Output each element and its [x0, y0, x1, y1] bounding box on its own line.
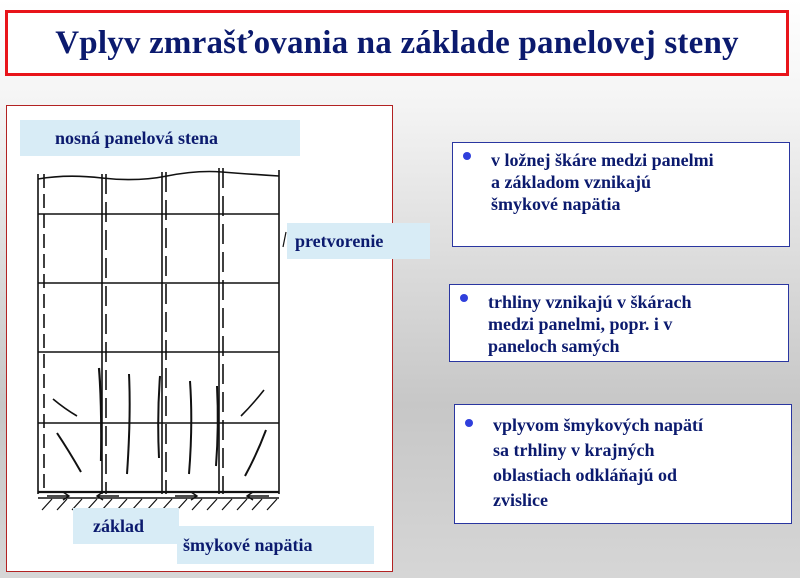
crack-center-5 — [216, 386, 218, 466]
crack-center-3 — [158, 376, 160, 458]
bullet-icon — [463, 152, 471, 160]
title-box — [5, 10, 789, 76]
crack-center-1 — [99, 368, 101, 461]
label-wall: nosná panelová stena — [20, 120, 300, 156]
label-foundation: základ — [73, 508, 179, 544]
bullet-icon — [465, 419, 473, 427]
crack-center-2 — [127, 374, 130, 474]
wall-drawing — [7, 106, 394, 573]
wall-diagram — [6, 105, 393, 572]
label-shear-stress: šmykové napätia — [177, 526, 374, 564]
note-shear-stress: v ložnej škáre medzi panelmi a základom vznikajú šmykové napätia — [452, 142, 790, 247]
note-crack-deviation: vplyvom šmykových napätí sa trhliny v krajných oblastiach odkláňajú od zvislice — [454, 404, 792, 524]
page-title: Vplyv zmrašťovania na základe panelovej steny — [55, 24, 739, 61]
crack-center-4 — [189, 381, 191, 474]
crack-left-1 — [53, 399, 77, 416]
wall-top-edge — [38, 172, 279, 180]
crack-left-2 — [57, 433, 81, 472]
crack-right-1 — [241, 390, 264, 416]
deformation-pointer — [283, 232, 286, 247]
label-deformation: pretvorenie — [287, 223, 430, 259]
note-cracks: trhliny vznikajú v škárach medzi panelmi, popr. i v paneloch samých — [449, 284, 789, 362]
crack-right-2 — [245, 430, 266, 476]
bullet-icon — [460, 294, 468, 302]
